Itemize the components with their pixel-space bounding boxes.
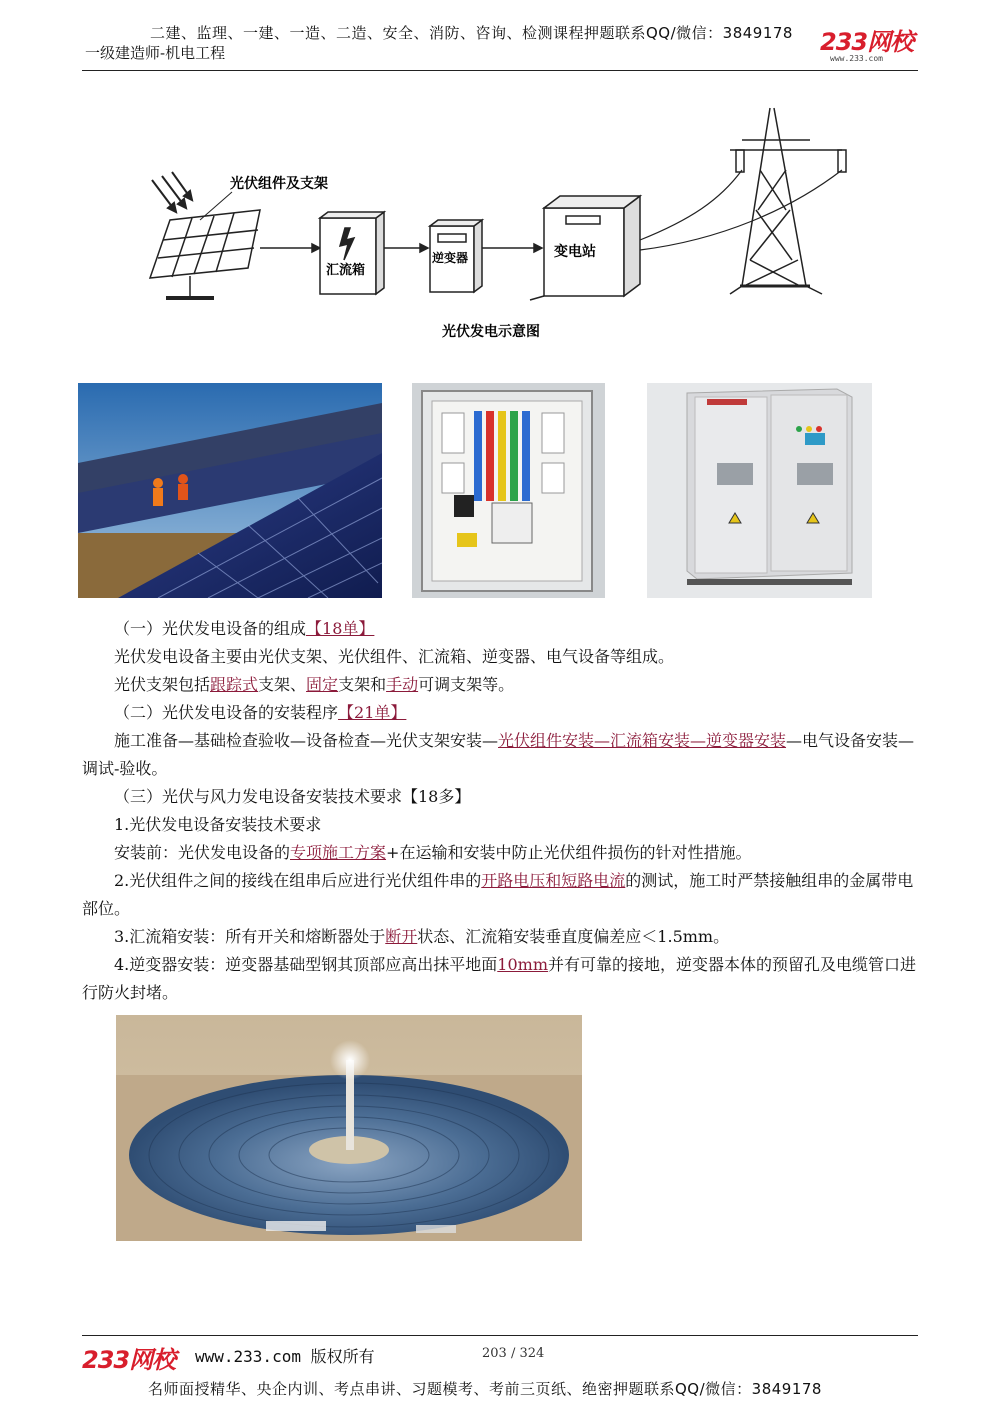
header-subtitle: 一级建造师-机电工程 [85,44,226,62]
section-1-para-1: 光伏发电设备主要由光伏支架、光伏组件、汇流箱、逆变器、电气设备等组成。 [114,647,675,666]
highlight-span: 10mm [497,955,548,974]
section-1-tag: 【18单】 [306,619,375,638]
diagram-label-panel: 光伏组件及支架 [230,176,328,192]
pv-system-diagram [130,100,870,350]
section-3-item-2 [82,867,922,923]
footer-contact-line: 名师面授精华、央企内训、考点串讲、习题模考、考前三页纸、绝密押题联系QQ/微信：3849178 [148,1380,822,1398]
diagram-caption: 光伏发电示意图 [442,324,540,340]
section-1-heading [82,615,922,643]
section-3-item-3 [82,923,922,951]
header-logo-text: 233网校 [820,28,914,56]
text-span: 施工准备—基础检查验收—设备检查—光伏支架安装— [114,731,499,750]
section-2-tag: 【21单】 [338,703,407,722]
document-body [82,615,922,1007]
header-divider [82,70,918,71]
highlight-span: 跟踪式 [210,675,259,694]
text-span: 支架和 [338,675,387,694]
section-1-para-2 [82,671,922,699]
page-number: 203 / 324 [482,1346,545,1361]
text-span: 并有可靠的接地，逆变器本体的预留孔及电缆管口进行防火封堵。 [82,955,916,1002]
section-2-heading [82,699,922,727]
photo-inverter-cabinet [647,383,872,598]
combiner-box-icon [320,212,384,294]
section-3-item-1: 1.光伏发电设备安装技术要求 [114,815,322,834]
solar-panel-icon [150,210,260,298]
highlight-span: 专项施工方案 [290,843,387,862]
text-span: —电气设备安装—调试-验收。 [82,731,915,778]
highlight-span: 开路电压和短路电流 [481,871,626,890]
diagram-label-substation: 变电站 [554,244,596,260]
photo-solar-panels-workers [78,383,382,598]
text-span: 的测试，施工时严禁接触组串的金属带电部位。 [82,871,914,918]
text-span: 支架、 [258,675,307,694]
text-span: 安装前：光伏发电设备的 [114,843,291,862]
highlight-span: 光伏组件安装—汇流箱安装—逆变器安装 [498,731,787,750]
diagram-label-inverter: 逆变器 [432,251,469,265]
header-logo [820,30,920,66]
sunlight-arrows-icon [152,172,192,212]
text-span: 光伏支架包括 [114,675,211,694]
section-2-para-1 [82,727,922,783]
text-span: 状态、汇流箱安装垂直度偏差应＜1.5mm。 [417,927,730,946]
section-3-para-1 [82,839,922,867]
header-logo-url: www.233.com [830,54,883,63]
footer-copyright: www.233.com 版权所有 [195,1347,375,1366]
diagram-label-combiner: 汇流箱 [326,263,366,278]
transmission-tower-icon [730,108,846,294]
section-2-title: （二）光伏发电设备的安装程序 [114,703,339,722]
highlight-span: 手动 [386,675,419,694]
text-span: 3.汇流箱安装：所有开关和熔断器处于 [114,927,386,946]
highlight-span: 断开 [385,927,418,946]
section-3-heading: （三）光伏与风力发电设备安装技术要求【18多】 [114,787,471,806]
header-contact-line: 二建、监理、一建、一造、二造、安全、消防、咨询、检测课程押题联系QQ/微信：3849178 [150,24,793,42]
footer-divider [82,1335,918,1336]
footer-logo: 233网校 [82,1346,176,1374]
highlight-span: 固定 [306,675,339,694]
section-3-item-4 [82,951,922,1007]
text-span: 2.光伏组件之间的接线在组串后应进行光伏组件串的 [114,871,482,890]
section-1-title: （一）光伏发电设备的组成 [114,619,307,638]
photo-combiner-box [412,383,605,598]
text-span: 可调支架等。 [418,675,515,694]
text-span: 4.逆变器安装：逆变器基础型钢其顶部应高出抹平地面 [114,955,498,974]
photo-solar-tower-plant [116,1015,582,1241]
text-span: +在运输和安装中防止光伏组件损伤的针对性措施。 [386,843,752,862]
